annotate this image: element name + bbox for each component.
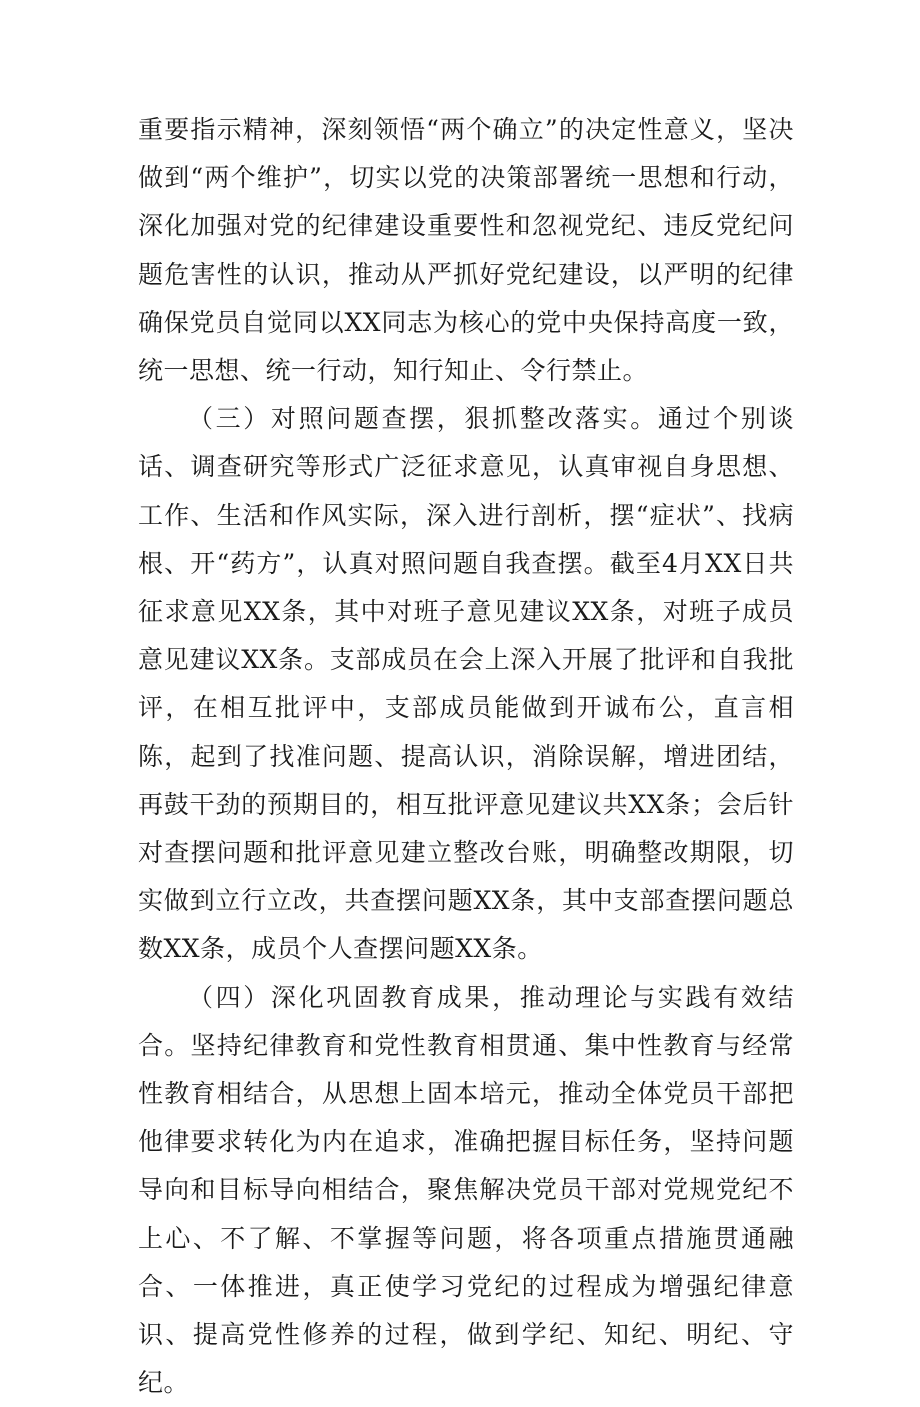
paragraph-continuation: 重要指示精神，深刻领悟“两个确立”的决定性意义，坚决做到“两个维护”，切实以党的决策部署统一思想和行动，深化加强对党的纪律建设重要性和忽视党纪、违反党纪问题危害性的认识，推动从严抓好党纪建设，以严明的纪律确保党员自觉同以XX同志为核心的党中央保持高度一致，统一思想、统一行动，知行知止、令行禁止。	[138, 115, 794, 386]
paragraph-section-3: （三）对照问题查摆，狠抓整改落实。通过个别谈话、调查研究等形式广泛征求意见，认真审视自身思想、工作、生活和作风实际，深入进行剖析，摆“症状”、找病根、开“药方”，认真对照问题自我查摆。截至4月XX日共征求意见XX条，其中对班子意见建议XX条，对班子成员意见建议XX条。支部成员在会上深入开展了批评和自我批评，在相互批评中，支部成员能做到开诚布公，直言相陈，起到了找准问题、提高认识，消除误解，增进团结，再鼓干劲的预期目的，相互批评意见建议共XX条；会后针对查摆问题和批评意见建立整改台账，明确整改期限，切实做到立行立改，共查摆问题XX条，其中支部查摆问题总数XX条，成员个人查摆问题XX条。	[138, 404, 794, 964]
paragraph-section-4: （四）深化巩固教育成果，推动理论与实践有效结合。坚持纪律教育和党性教育相贯通、集中性教育与经常性教育相结合，从思想上固本培元，推动全体党员干部把他律要求转化为内在追求，准确把握目标任务，坚持问题导向和目标导向相结合，聚焦解决党员干部对党规党纪不上心、不了解、不掌握等问题，将各项重点措施贯通融合、一体推进，真正使学习党纪的过程成为增强纪律意识、提高党性修养的过程，做到学纪、知纪、明纪、守纪。	[138, 982, 794, 1398]
document-body	[138, 106, 794, 1407]
